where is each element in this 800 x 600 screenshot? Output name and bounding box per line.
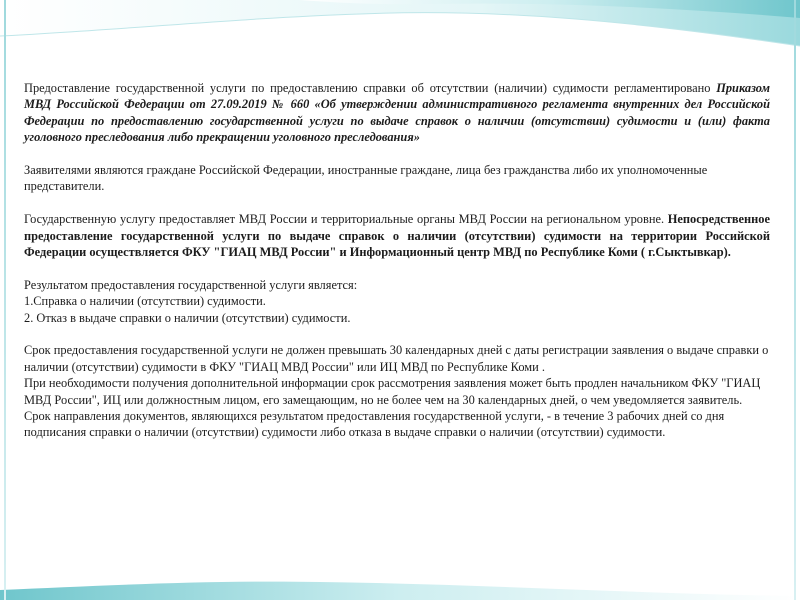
paragraph-applicants: Заявителями являются граждане Российской Федерации, иностранные граждане, лица без гражданства либо их уполномоченные представители.	[24, 163, 708, 194]
provider-direct-text: Непосредственное предоставление государственной услуги по выдаче справок о наличии (отсутствии) судимости на территории Российской Федерации осуществляется ФКУ "ГИАЦ МВД России" и Информационный центр МВД по Республике Коми ( г.Сыктывкар).	[24, 212, 770, 260]
terms-delivery-text: Срок направления документов, являющихся результатом предоставления государственной услуги, - в течение 3 рабочих дней со дня подписания справки о наличии (отсутствии) судимости либо отказа в выдаче справки о наличии (отсутствии) судимости.	[24, 409, 725, 440]
regulation-intro-text: Предоставление государственной услуги по предоставлению справки об отсутствии (наличии) судимости регламентировано	[24, 81, 717, 95]
paragraph-provider	[24, 211, 770, 260]
document-body	[24, 80, 770, 441]
regulation-order-text: Приказом МВД Российской Федерации от 27.09.2019 № 660 «Об утверждении административного регламента внутренних дел Российской Федерации по предоставлению государственной услуги по выдаче справок о наличии (отсутствии) судимости и (или) факта уголовного преследования либо прекращении уголовного преследования»	[24, 81, 770, 145]
paragraph-regulation	[24, 80, 770, 146]
paragraph-terms	[24, 342, 770, 440]
terms-duration-text: Срок предоставления государственной услуги не должен превышать 30 календарных дней с даты регистрации заявления о выдаче справки о наличии (отсутствии) судимости в ФКУ "ГИАЦ МВД России" или ИЦ МВД по Республике Коми .	[24, 343, 769, 374]
terms-extension-text: При необходимости получения дополнительной информации срок рассмотрения заявления может быть продлен начальником ФКУ "ГИАЦ МВД России", ИЦ или должностным лицом, его замещающим, но не более чем на 30 календарных дней, о чем уведомляется заявитель.	[24, 376, 761, 407]
result-item-1: 1.Справка о наличии (отсутствии) судимости.	[24, 294, 266, 309]
top-wave-decoration	[0, 0, 800, 70]
right-frame-line	[794, 0, 796, 600]
bottom-wave-decoration	[0, 560, 800, 600]
left-frame-line	[4, 0, 6, 600]
result-item-2: 2. Отказ в выдаче справки о наличии (отсутствии) судимости.	[24, 310, 351, 325]
provider-intro-text: Государственную услугу предоставляет МВД России и территориальные органы МВД России на региональном уровне.	[24, 212, 668, 227]
result-heading: Результатом предоставления государственной услуги является:	[24, 277, 358, 292]
paragraph-result	[24, 277, 770, 326]
